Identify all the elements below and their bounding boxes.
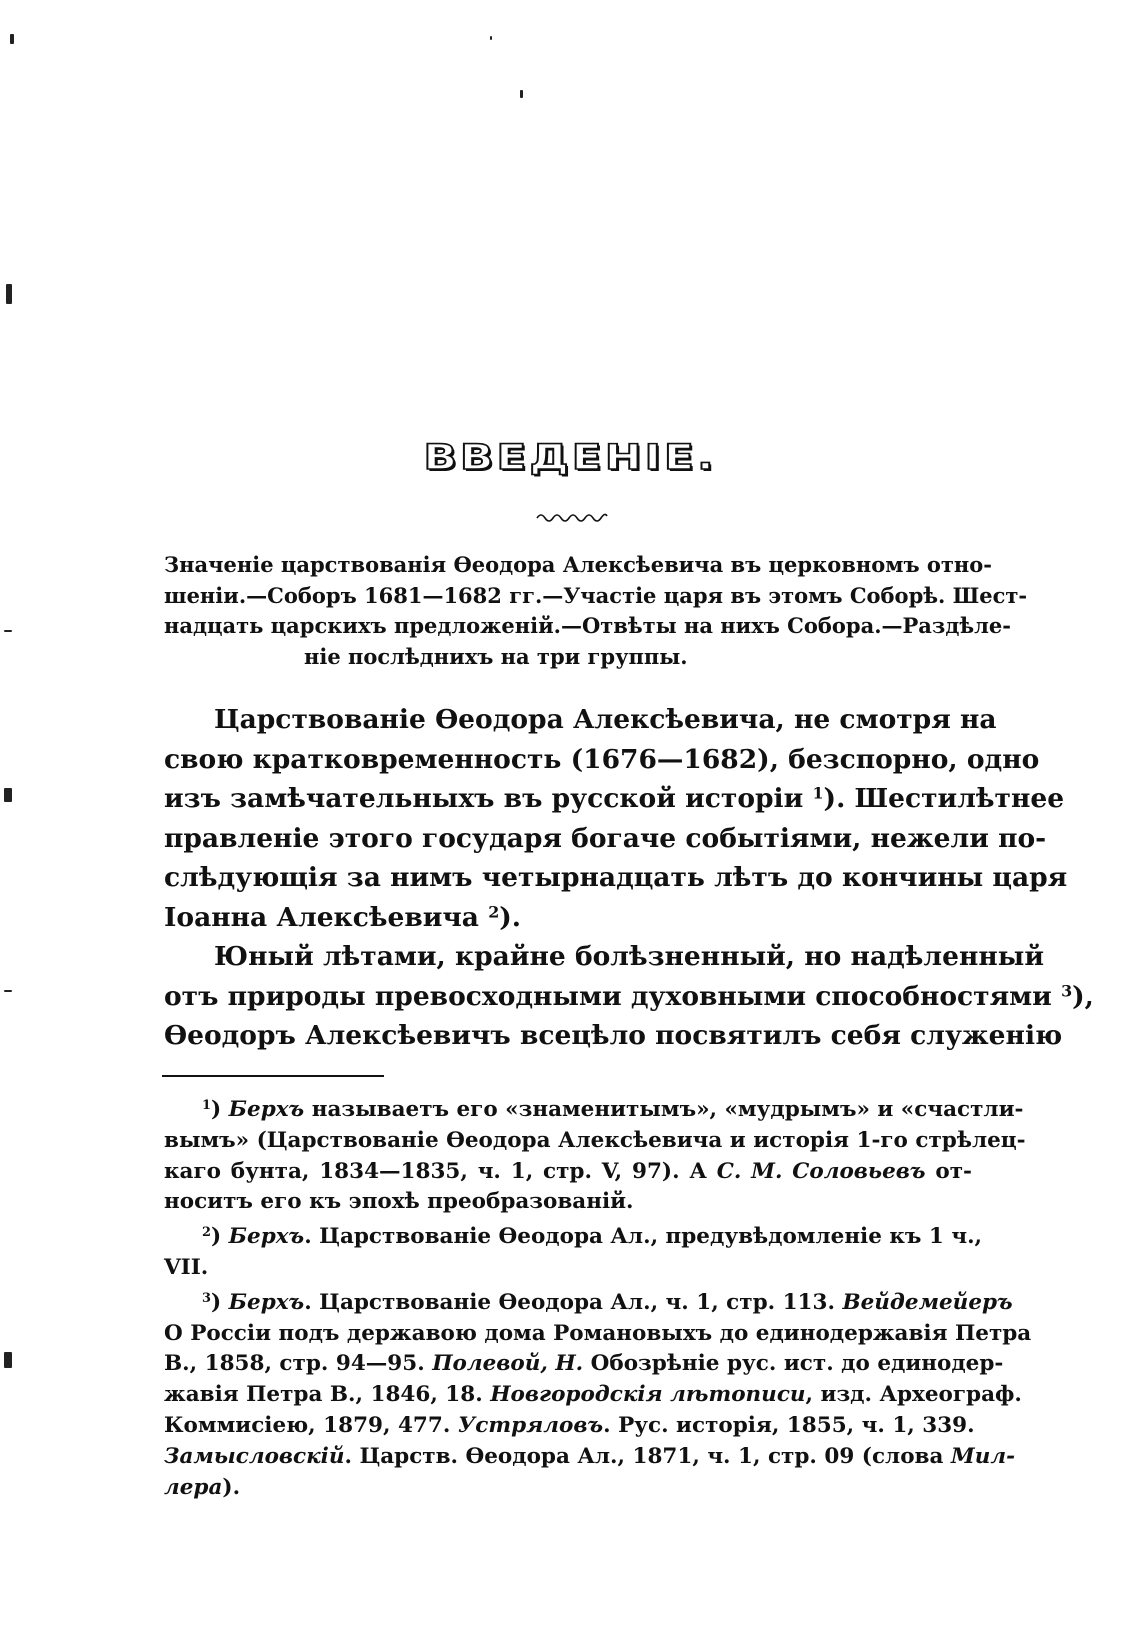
footnote-ref[interactable]: 2 (488, 901, 500, 921)
scan-speck (10, 34, 14, 44)
summary-line: ніе послѣднихъ на три группы. (304, 643, 688, 669)
footnote-text: . Царствованіе Өеодора Ал., ч. 1, стр. 113. (304, 1289, 835, 1315)
summary-line: шеніи.—Соборъ 1681—1682 гг.—Участіе царя въ этомъ Соборѣ. Шест- (164, 582, 1028, 608)
chapter-summary (164, 550, 1028, 672)
scan-speck (4, 630, 12, 632)
footnote-author: С. М. Соловьевъ (716, 1158, 926, 1184)
footnote-author: Полевой, Н. (432, 1351, 584, 1377)
footnote-author: лера (164, 1474, 223, 1500)
text-line (164, 898, 972, 938)
footnote-line (164, 1411, 975, 1442)
footnotes (164, 1095, 1032, 1503)
page-title: ВВЕДЕНІЕ. (423, 438, 717, 478)
scan-speck (520, 90, 523, 98)
footnote-text: называетъ его «знаменитымъ», «мудрымъ» и «счастли- (311, 1097, 1024, 1122)
footnote-text: Коммисіею, 1879, 477. (164, 1412, 451, 1438)
summary-line: Значеніе царствованія Өеодора Алексѣевича въ церковномъ отно- (164, 552, 993, 577)
footnote-author: Берхъ (228, 1224, 305, 1250)
text-line: Өеодоръ Алексѣевичъ всецѣло посвятилъ себя служенію (164, 1020, 1063, 1051)
footnote-2: $^2$) Берхъ. Царствованіе Өеодора Ал., предувѣдомленіе къ 1 ч., (202, 1224, 983, 1250)
footnote-author: Устряловъ (457, 1412, 604, 1438)
footnote-line (164, 1442, 1016, 1473)
footnote-line: носитъ его къ эпохѣ преобразованій. (164, 1189, 634, 1215)
footnote-text: каго бунта, 1834—1835, ч. 1, стр. V, 97). А (164, 1158, 707, 1184)
summary-line: надцать царскихъ предложеній.—Отвѣты на нихъ Собора.—Раздѣле- (164, 613, 1011, 638)
main-text (164, 700, 1094, 1056)
text-line (164, 779, 1065, 819)
footnote-line (164, 1157, 972, 1188)
scan-speck (4, 1352, 12, 1368)
footnote-author: Мил- (950, 1443, 1016, 1469)
footnote-separator (162, 1075, 384, 1077)
footnote-text: , изд. Археограф. (805, 1382, 1022, 1408)
footnote-1: $^1$) Берхъ называетъ его «знаменитымъ», «мудрымъ» и «счастли- (202, 1097, 1024, 1122)
text-line: свою кратковременность (1676—1682), безспорно, одно (164, 743, 1040, 775)
title-ornament-divider (535, 510, 609, 522)
footnote-line (164, 1380, 1022, 1411)
text-line: слѣдующія за нимъ четырнадцать лѣтъ до кончины царя (164, 862, 1068, 893)
text-line: Юный лѣтами, крайне болѣзненный, но надѣленный (214, 941, 1044, 972)
footnote-line (164, 1349, 1004, 1380)
scan-speck (4, 990, 12, 992)
footnote-line: VII. (164, 1254, 209, 1280)
footnote-mark: 2 (202, 1225, 211, 1241)
footnote-line: О Россіи подъ державою дома Романовыхъ до единодержавія Петра (164, 1320, 1032, 1346)
footnote-line (164, 1473, 972, 1504)
text-fragment: ). Шестилѣтнее (823, 783, 1065, 814)
footnote-text: . Рус. исторія, 1855, ч. 1, 339. (603, 1412, 975, 1438)
footnote-text: жавія Петра В., 1846, 18. (164, 1382, 483, 1408)
footnote-mark: 3 (202, 1290, 211, 1306)
footnote-text: от- (935, 1158, 972, 1184)
footnote-text: ). (222, 1474, 241, 1500)
footnote-text: . Царствованіе Өеодора Ал., предувѣдомленіе къ 1 ч., (304, 1224, 983, 1250)
footnote-source: Новгородскія лѣтописи (490, 1382, 806, 1408)
text-line (164, 977, 1094, 1017)
footnote-text: В., 1858, стр. 94—95. (164, 1351, 425, 1377)
text-fragment: Іоанна Алексѣевича (164, 901, 479, 933)
text-fragment: ), (1072, 980, 1094, 1012)
footnote-mark: 1 (202, 1097, 211, 1113)
footnote-ref[interactable]: 1 (812, 783, 824, 803)
footnote-author: Вейдемейеръ (842, 1289, 1013, 1315)
scan-speck (490, 36, 492, 40)
text-line: Царствованіе Өеодора Алексѣевича, не смотря на (214, 704, 997, 735)
footnote-author: Замысловскій (164, 1443, 345, 1469)
text-line: правленіе этого государя богаче событіями, нежели по- (164, 822, 1047, 854)
text-fragment: отъ природы превосходными духовными способностями (164, 980, 1052, 1012)
footnote-ref[interactable]: 3 (1061, 980, 1073, 1000)
scan-speck (4, 788, 12, 802)
scan-speck (6, 284, 12, 304)
text-fragment: ). (499, 901, 522, 933)
footnote-text: Обозрѣніе рус. ист. до единодер- (590, 1351, 1004, 1377)
footnote-author: Берхъ (228, 1289, 305, 1315)
footnote-3: $^3$) Берхъ. Царствованіе Өеодора Ал., ч. 1, стр. 113. Вейдемейеръ (202, 1289, 1013, 1315)
footnote-author: Берхъ (228, 1097, 305, 1122)
footnote-line: вымъ» (Царствованіе Өеодора Алексѣевича и исторія 1-го стрѣлец- (164, 1127, 1026, 1153)
text-fragment: изъ замѣчательныхъ въ русской исторіи (164, 783, 804, 814)
footnote-text: . Царств. Өеодора Ал., 1871, ч. 1, стр. 09 (слова (344, 1443, 944, 1469)
